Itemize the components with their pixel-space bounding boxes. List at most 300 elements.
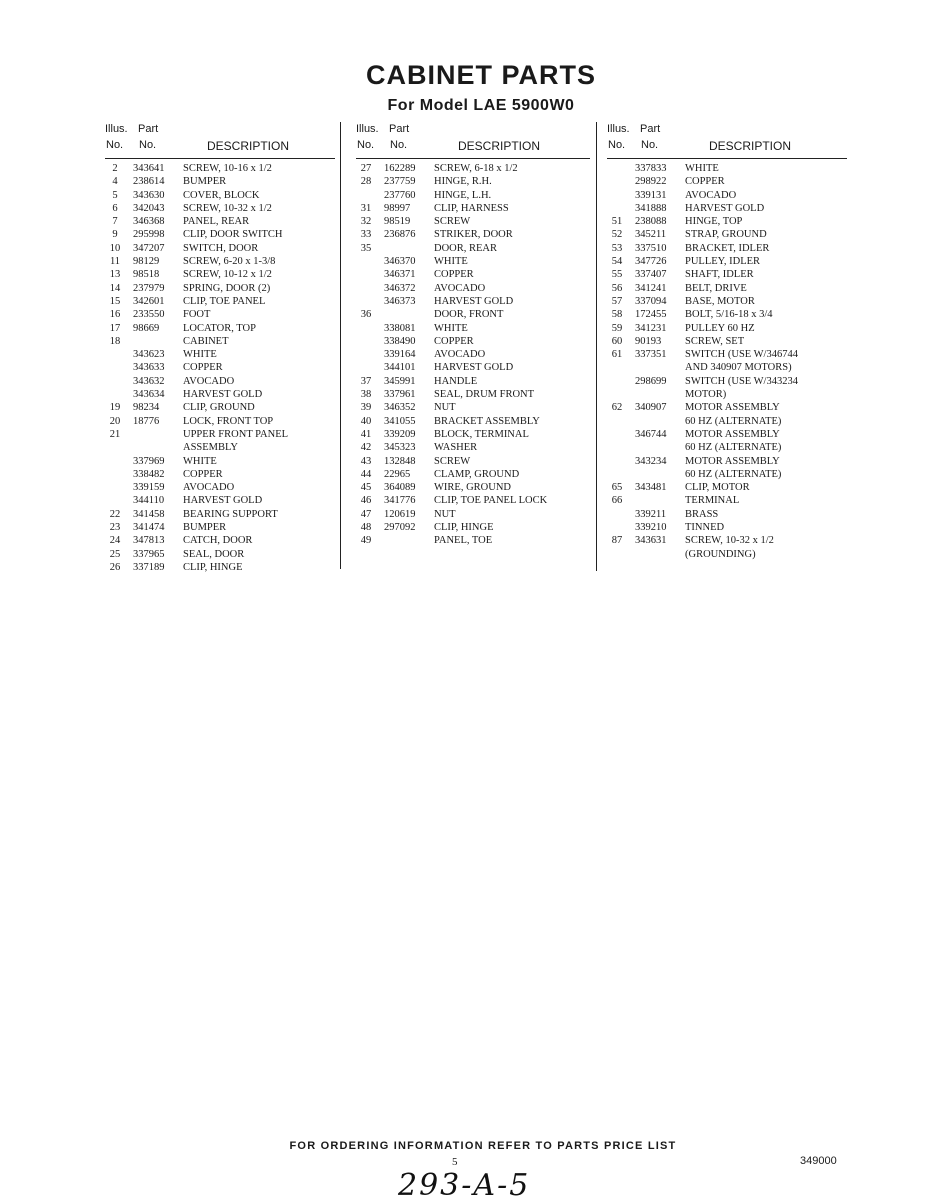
- illus-number: 7: [112, 216, 118, 228]
- part-number: 337969: [133, 455, 165, 467]
- parts-column-2: [356, 122, 590, 548]
- column-header: [105, 122, 335, 159]
- part-description: CABINET: [183, 335, 229, 347]
- part-number: 298699: [635, 375, 667, 387]
- illus-number: 20: [109, 415, 121, 427]
- part-description: WASHER: [434, 442, 478, 454]
- part-description: PANEL, REAR: [183, 216, 250, 228]
- part-number: 233550: [133, 309, 165, 321]
- table-row: [105, 202, 335, 215]
- part-description: BRACKET, IDLER: [685, 242, 770, 254]
- part-description: BASE, MOTOR: [685, 295, 755, 307]
- part-description: SCREW, 10-16 x 1/2: [183, 163, 272, 174]
- part-description: CLIP, HINGE: [183, 561, 243, 573]
- part-number: 341241: [635, 282, 667, 294]
- part-number: 343234: [635, 455, 667, 467]
- illus-number: 10: [109, 242, 121, 254]
- part-description: COVER, BLOCK: [183, 189, 260, 201]
- part-number: 341888: [635, 202, 667, 214]
- illus-number: 2: [112, 163, 118, 174]
- part-description: 60 HZ (ALTERNATE): [685, 468, 782, 480]
- part-number: 347813: [133, 535, 165, 547]
- part-description: COPPER: [434, 269, 474, 281]
- table-row: [105, 548, 335, 561]
- table-row: [607, 202, 847, 215]
- part-number: 236876: [384, 229, 416, 241]
- part-number: 238614: [133, 176, 165, 188]
- illus-number: 9: [112, 229, 118, 241]
- header-illus: Illus.: [105, 123, 128, 135]
- illus-number: 31: [360, 202, 372, 214]
- table-row: [356, 268, 590, 281]
- illus-number: 61: [611, 349, 623, 361]
- part-number: 98997: [384, 202, 411, 214]
- illus-number: 51: [611, 216, 623, 228]
- table-row: [356, 242, 590, 255]
- table-row: [607, 162, 847, 175]
- part-description: SPRING, DOOR (2): [183, 282, 271, 294]
- illus-number: 24: [109, 535, 121, 547]
- table-row: [356, 468, 590, 481]
- table-row: [607, 468, 847, 481]
- part-description: LOCATOR, TOP: [183, 322, 256, 334]
- table-row: [105, 428, 335, 441]
- table-row: [356, 162, 590, 175]
- part-description: SHAFT, IDLER: [685, 269, 754, 281]
- table-row: [105, 228, 335, 241]
- illus-number: 14: [109, 282, 121, 294]
- part-description: BOLT, 5/16-18 x 3/4: [685, 309, 773, 321]
- table-row: [607, 215, 847, 228]
- part-description: FOOT: [183, 309, 211, 321]
- part-description: CLIP, MOTOR: [685, 482, 750, 494]
- part-description: WHITE: [183, 349, 217, 361]
- header-description: DESCRIPTION: [458, 139, 541, 153]
- part-description: COPPER: [434, 335, 474, 347]
- part-description: CLIP, HINGE: [434, 522, 494, 534]
- illus-number: 27: [360, 163, 372, 174]
- part-number: 346373: [384, 295, 416, 307]
- part-description: SCREW, 10-32 x 1/2: [183, 202, 272, 214]
- table-row: [105, 375, 335, 388]
- illus-number: 40: [360, 415, 372, 427]
- part-number: 344101: [384, 362, 416, 374]
- column-divider: [340, 122, 341, 569]
- header-part: Part: [138, 123, 159, 135]
- part-description: CATCH, DOOR: [183, 535, 253, 547]
- parts-rows: [607, 162, 847, 561]
- part-number: 337961: [384, 389, 416, 401]
- part-number: 98669: [133, 322, 160, 334]
- illus-number: 17: [109, 322, 121, 334]
- illus-number: 41: [360, 428, 372, 440]
- table-row: [356, 481, 590, 494]
- document-number: 349000: [800, 1155, 837, 1167]
- part-description: MOTOR ASSEMBLY: [685, 402, 780, 414]
- illus-number: 36: [360, 309, 372, 321]
- parts-column-3: [607, 122, 847, 561]
- illus-number: 49: [360, 535, 372, 547]
- illus-number: 42: [360, 442, 372, 454]
- table-row: [356, 202, 590, 215]
- illus-number: 45: [360, 482, 372, 494]
- part-number: 98129: [133, 256, 160, 268]
- part-number: 237760: [384, 189, 416, 201]
- table-row: [607, 441, 847, 454]
- part-description: AVOCADO: [183, 482, 235, 494]
- part-description: SEAL, DOOR: [183, 548, 245, 560]
- part-number: 340907: [635, 402, 667, 414]
- part-description: HARVEST GOLD: [183, 495, 263, 507]
- part-number: 237979: [133, 282, 165, 294]
- illus-number: 6: [112, 202, 118, 214]
- part-description: HINGE, TOP: [685, 216, 743, 228]
- part-number: 132848: [384, 455, 416, 467]
- part-number: 295998: [133, 229, 165, 241]
- table-row: [607, 508, 847, 521]
- table-row: [356, 455, 590, 468]
- table-row: [105, 308, 335, 321]
- part-description: BUMPER: [183, 522, 227, 534]
- part-number: 339209: [384, 428, 416, 440]
- illus-number: 16: [109, 309, 121, 321]
- illus-number: 22: [109, 508, 121, 520]
- part-description: UPPER FRONT PANEL: [183, 428, 289, 440]
- part-description: TERMINAL: [685, 495, 740, 507]
- part-description: SCREW: [434, 216, 471, 228]
- part-number: 343481: [635, 482, 667, 494]
- part-description: SWITCH (USE W/343234: [685, 375, 798, 387]
- illus-number: 48: [360, 522, 372, 534]
- part-description: WHITE: [685, 163, 719, 174]
- page-title: CABINET PARTS: [365, 60, 596, 90]
- part-description: COPPER: [183, 362, 223, 374]
- part-number: 341231: [635, 322, 667, 334]
- parts-rows: [105, 162, 335, 574]
- illus-number: 39: [360, 402, 372, 414]
- table-row: [356, 322, 590, 335]
- part-number: 346370: [384, 256, 416, 268]
- part-number: 343633: [133, 362, 165, 374]
- illus-number: 60: [611, 335, 623, 347]
- table-row: [105, 255, 335, 268]
- header-illus-no: No.: [106, 139, 124, 151]
- part-number: 172455: [635, 309, 667, 321]
- part-description: BEARING SUPPORT: [183, 508, 278, 520]
- part-description: SCREW, 6-18 x 1/2: [434, 163, 518, 174]
- table-row: [105, 481, 335, 494]
- part-number: 339164: [384, 349, 416, 361]
- table-row: [356, 255, 590, 268]
- part-description: AVOCADO: [434, 349, 486, 361]
- illus-number: 52: [611, 229, 623, 241]
- part-number: 345323: [384, 442, 416, 454]
- header-description: DESCRIPTION: [709, 139, 792, 153]
- table-row: [105, 282, 335, 295]
- part-description: NUT: [434, 508, 456, 520]
- part-number: 98518: [133, 269, 160, 281]
- table-row: [356, 521, 590, 534]
- table-row: [356, 175, 590, 188]
- illus-number: 15: [109, 295, 121, 307]
- table-row: [356, 295, 590, 308]
- table-row: [607, 481, 847, 494]
- part-number: 337510: [635, 242, 667, 254]
- table-row: [607, 521, 847, 534]
- illus-number: 18: [109, 335, 121, 347]
- table-row: [105, 441, 335, 454]
- part-number: 346371: [384, 269, 416, 281]
- header-illus-no: No.: [357, 139, 375, 151]
- table-row: [105, 295, 335, 308]
- illus-number: 23: [109, 522, 121, 534]
- part-description: SWITCH, DOOR: [183, 242, 259, 254]
- illus-number: 56: [611, 282, 623, 294]
- part-description: MOTOR): [685, 389, 727, 401]
- table-row: [607, 494, 847, 507]
- part-description: BRASS: [685, 508, 719, 520]
- illus-number: 55: [611, 269, 623, 281]
- part-description: SCREW, SET: [685, 335, 745, 347]
- part-number: 347207: [133, 242, 165, 254]
- table-row: [607, 548, 847, 561]
- column-header: [356, 122, 590, 159]
- illus-number: 54: [611, 256, 623, 268]
- illus-number: 11: [109, 256, 121, 268]
- table-row: [607, 335, 847, 348]
- part-number: 341458: [133, 508, 165, 520]
- part-number: 341474: [133, 522, 165, 534]
- header-illus: Illus.: [356, 123, 379, 135]
- parts-rows: [356, 162, 590, 548]
- illus-number: 43: [360, 455, 372, 467]
- table-row: [105, 242, 335, 255]
- illus-number: 44: [360, 468, 372, 480]
- part-number: 120619: [384, 508, 416, 520]
- part-description: PULLEY, IDLER: [685, 256, 761, 268]
- illus-number: 25: [109, 548, 121, 560]
- part-description: CLIP, HARNESS: [434, 202, 509, 214]
- part-number: 343623: [133, 349, 165, 361]
- part-number: 341776: [384, 495, 416, 507]
- table-row: [607, 242, 847, 255]
- part-description: STRIKER, DOOR: [434, 229, 513, 241]
- part-number: 343641: [133, 163, 165, 174]
- table-row: [105, 401, 335, 414]
- part-description: HINGE, L.H.: [434, 189, 492, 201]
- part-description: AVOCADO: [434, 282, 486, 294]
- part-number: 347726: [635, 256, 667, 268]
- table-row: [607, 455, 847, 468]
- part-number: 237759: [384, 176, 416, 188]
- part-number: 346372: [384, 282, 416, 294]
- table-row: [105, 361, 335, 374]
- header-illus: Illus.: [607, 123, 630, 135]
- table-row: [607, 401, 847, 414]
- table-row: [607, 415, 847, 428]
- illus-number: 32: [360, 216, 372, 228]
- illus-number: 58: [611, 309, 623, 321]
- part-description: SCREW, 10-32 x 1/2: [685, 535, 774, 547]
- part-description: 60 HZ (ALTERNATE): [685, 442, 782, 454]
- part-description: CLIP, TOE PANEL LOCK: [434, 495, 548, 507]
- illus-number: 21: [109, 428, 121, 440]
- part-description: BRACKET ASSEMBLY: [434, 415, 540, 427]
- table-row: [105, 335, 335, 348]
- table-row: [356, 308, 590, 321]
- table-row: [607, 255, 847, 268]
- illus-number: 57: [611, 295, 623, 307]
- table-row: [105, 415, 335, 428]
- table-row: [105, 534, 335, 547]
- part-number: 338482: [133, 468, 165, 480]
- illus-number: 4: [112, 176, 118, 188]
- part-description: ASSEMBLY: [183, 442, 238, 454]
- header-part-no: No.: [390, 139, 408, 151]
- part-number: 298922: [635, 176, 667, 188]
- part-description: CLIP, GROUND: [183, 402, 255, 414]
- table-row: [607, 534, 847, 547]
- part-description: HARVEST GOLD: [434, 362, 514, 374]
- part-number: 346368: [133, 216, 165, 228]
- table-row: [105, 348, 335, 361]
- table-row: [356, 534, 590, 547]
- table-row: [105, 468, 335, 481]
- table-row: [105, 521, 335, 534]
- table-row: [105, 189, 335, 202]
- table-row: [356, 228, 590, 241]
- part-number: 297092: [384, 522, 416, 534]
- table-row: [105, 175, 335, 188]
- table-row: [356, 361, 590, 374]
- parts-column-1: [105, 122, 335, 574]
- header-part-no: No.: [139, 139, 157, 151]
- part-description: AVOCADO: [183, 375, 235, 387]
- part-description: SWITCH (USE W/346744: [685, 349, 798, 361]
- illus-number: 13: [109, 269, 121, 281]
- table-row: [356, 401, 590, 414]
- part-description: WHITE: [434, 322, 468, 334]
- table-row: [105, 561, 335, 574]
- table-row: [607, 175, 847, 188]
- table-row: [105, 455, 335, 468]
- part-number: 337407: [635, 269, 667, 281]
- part-number: 343632: [133, 375, 165, 387]
- part-number: 341055: [384, 415, 416, 427]
- part-number: 338081: [384, 322, 416, 334]
- part-number: 339210: [635, 522, 667, 534]
- table-row: [105, 388, 335, 401]
- table-row: [607, 388, 847, 401]
- illus-number: 28: [360, 176, 372, 188]
- table-row: [356, 415, 590, 428]
- table-row: [356, 335, 590, 348]
- illus-number: 46: [360, 495, 372, 507]
- header-part: Part: [640, 123, 661, 135]
- part-number: 98234: [133, 402, 160, 414]
- illus-number: 65: [611, 482, 623, 494]
- part-description: WHITE: [183, 455, 217, 467]
- illus-number: 38: [360, 389, 372, 401]
- table-row: [356, 508, 590, 521]
- part-description: COPPER: [685, 176, 725, 188]
- table-row: [607, 361, 847, 374]
- part-description: HARVEST GOLD: [183, 389, 263, 401]
- header-description: DESCRIPTION: [207, 139, 290, 153]
- illus-number: 66: [611, 495, 623, 507]
- part-description: PANEL, TOE: [434, 535, 493, 547]
- part-description: STRAP, GROUND: [685, 229, 767, 241]
- model-subtitle: For Model LAE 5900W0: [387, 97, 575, 114]
- part-number: 98519: [384, 216, 411, 228]
- page-number: 5: [452, 1156, 458, 1168]
- part-number: 339211: [635, 508, 667, 520]
- part-number: 337833: [635, 163, 667, 174]
- part-description: HARVEST GOLD: [685, 202, 765, 214]
- table-row: [356, 282, 590, 295]
- illus-number: 37: [360, 375, 372, 387]
- part-description: DOOR, REAR: [434, 242, 498, 254]
- part-description: WHITE: [434, 256, 468, 268]
- part-number: 22965: [384, 468, 411, 480]
- part-description: CLIP, TOE PANEL: [183, 295, 266, 307]
- table-row: [607, 348, 847, 361]
- illus-number: 59: [611, 322, 623, 334]
- part-description: BLOCK, TERMINAL: [434, 428, 529, 440]
- part-description: TINNED: [685, 522, 725, 534]
- column-divider: [596, 122, 597, 571]
- column-header: [607, 122, 847, 159]
- part-description: AVOCADO: [685, 189, 737, 201]
- part-description: BUMPER: [183, 176, 227, 188]
- part-description: LOCK, FRONT TOP: [183, 415, 274, 427]
- part-description: PULLEY 60 HZ: [685, 322, 755, 334]
- table-row: [356, 428, 590, 441]
- part-number: 342043: [133, 202, 165, 214]
- part-description: MOTOR ASSEMBLY: [685, 455, 780, 467]
- table-row: [356, 494, 590, 507]
- part-number: 364089: [384, 482, 416, 494]
- part-description: SCREW: [434, 455, 471, 467]
- handwritten-note: 293-A-5: [398, 1168, 531, 1203]
- part-number: 337351: [635, 349, 667, 361]
- table-row: [356, 215, 590, 228]
- ordering-footer: FOR ORDERING INFORMATION REFER TO PARTS PRICE LIST: [289, 1140, 677, 1152]
- part-number: 90193: [635, 335, 662, 347]
- table-row: [607, 295, 847, 308]
- illus-number: 87: [611, 535, 623, 547]
- part-number: 338490: [384, 335, 416, 347]
- part-number: 344110: [133, 495, 165, 507]
- part-description: MOTOR ASSEMBLY: [685, 428, 780, 440]
- table-row: [105, 162, 335, 175]
- table-row: [607, 228, 847, 241]
- part-number: 339131: [635, 189, 667, 201]
- part-description: SEAL, DRUM FRONT: [434, 389, 535, 401]
- table-row: [607, 322, 847, 335]
- part-number: 343631: [635, 535, 667, 547]
- part-number: 346352: [384, 402, 416, 414]
- illus-number: 47: [360, 508, 372, 520]
- header-illus-no: No.: [608, 139, 626, 151]
- table-row: [607, 268, 847, 281]
- part-description: WIRE, GROUND: [434, 482, 511, 494]
- table-row: [356, 348, 590, 361]
- illus-number: 5: [112, 189, 118, 201]
- illus-number: 33: [360, 229, 372, 241]
- part-number: 345991: [384, 375, 416, 387]
- part-number: 343634: [133, 389, 165, 401]
